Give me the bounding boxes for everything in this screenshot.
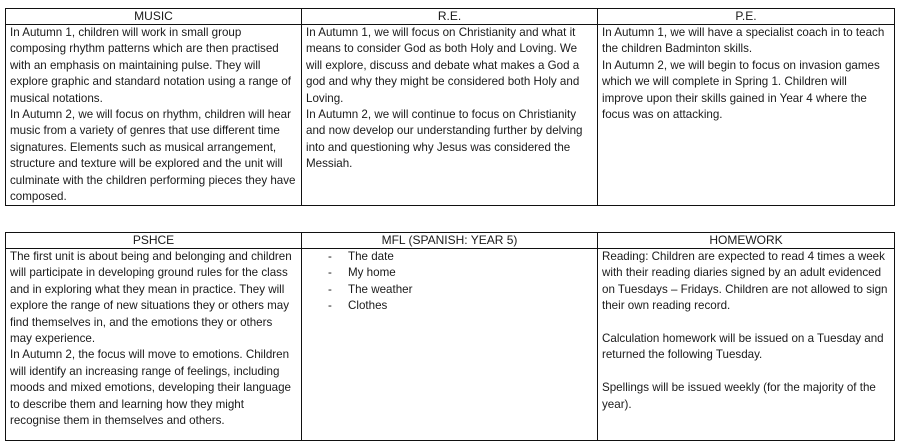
homework-cell (598, 249, 895, 441)
curriculum-table-top (5, 8, 895, 206)
curriculum-table-bottom (5, 232, 895, 441)
homework-spellings: Spellings will be issued weekly (for the majority of the year). (602, 381, 876, 411)
paragraph-spacer (602, 315, 890, 331)
list-item (306, 298, 593, 314)
dash-bullet-icon: - (328, 299, 332, 313)
dash-bullet-icon: - (328, 250, 332, 263)
list-item (306, 249, 593, 265)
music-cell (6, 25, 302, 206)
list-item (306, 282, 593, 298)
dash-bullet-icon: - (328, 282, 332, 296)
pe-cell (598, 25, 895, 206)
pe-autumn-1: In Autumn 1, we will have a specialist coach in to teach the children Badminton skills. (602, 26, 885, 56)
re-heading: R.E. (302, 9, 598, 25)
mfl-heading: MFL (SPANISH: YEAR 5) (302, 233, 598, 249)
homework-heading: HOMEWORK (598, 233, 895, 249)
list-item (306, 265, 593, 281)
pshce-heading: PSHCE (6, 233, 302, 249)
mfl-topic: The date (348, 250, 394, 263)
header-row (6, 233, 895, 249)
pe-heading: P.E. (598, 9, 895, 25)
pshce-unit-1: The first unit is about being and belonging and children will participate in developing ground rules for the class and in exploring what they mean in practice. They will explore the range of new situations they or others may find themselves in, and the emotions they or others may experience. (10, 250, 292, 346)
dash-bullet-icon: - (328, 266, 332, 280)
homework-reading: Reading: Children are expected to read 4 times a week with their reading diaries signed by an adult evidenced on Tuesdays – Fridays. Children are not allowed to sign their own reading record. (602, 250, 888, 313)
pshce-autumn-2: In Autumn 2, the focus will move to emotions. Children will identify an increasing range of feelings, including moods and mixed emotions, developing their language to describe them and learning how they might recognise them in themselves and others. (10, 348, 292, 428)
re-autumn-1: In Autumn 1, we will focus on Christianity and what it means to consider God as both Holy and Loving. We will explore, discuss and debate what makes a God a god and why they might be considered both Holy and Loving. (306, 26, 580, 105)
mfl-cell (302, 249, 598, 441)
music-heading: MUSIC (6, 9, 302, 25)
header-row (6, 9, 895, 25)
mfl-topic: My home (348, 266, 396, 280)
pe-autumn-2: In Autumn 2, we will begin to focus on invasion games which we will complete in Spring 1. Children will improve upon their skills gained in Year 4 where the focus was on attacking. (602, 58, 880, 122)
paragraph-spacer (602, 364, 890, 380)
mfl-topic: The weather (348, 282, 413, 296)
homework-calculation: Calculation homework will be issued on a Tuesday and returned the following Tuesday. (602, 332, 884, 362)
content-row (6, 249, 895, 441)
re-cell (302, 25, 598, 206)
music-autumn-2: In Autumn 2, we will focus on rhythm, children will hear music from a variety of genres that use different time signatures. Elements such as musical arrangement, structure and texture will be explored and the unit will culminate with the children performing pieces they have composed. (10, 108, 296, 204)
music-autumn-1: In Autumn 1, children will work in small group composing rhythm patterns which are then practised with an emphasis on maintaining pulse. They will explore graphic and standard notation using a range of musical notations. (10, 26, 292, 105)
content-row (6, 25, 895, 206)
pshce-cell (6, 249, 302, 441)
mfl-topic: Clothes (348, 299, 388, 313)
mfl-topic-list (306, 249, 593, 315)
re-autumn-2: In Autumn 2, we will continue to focus on Christianity and now develop our understanding further by delving into and questioning why Jesus was considered the Messiah. (306, 108, 583, 171)
